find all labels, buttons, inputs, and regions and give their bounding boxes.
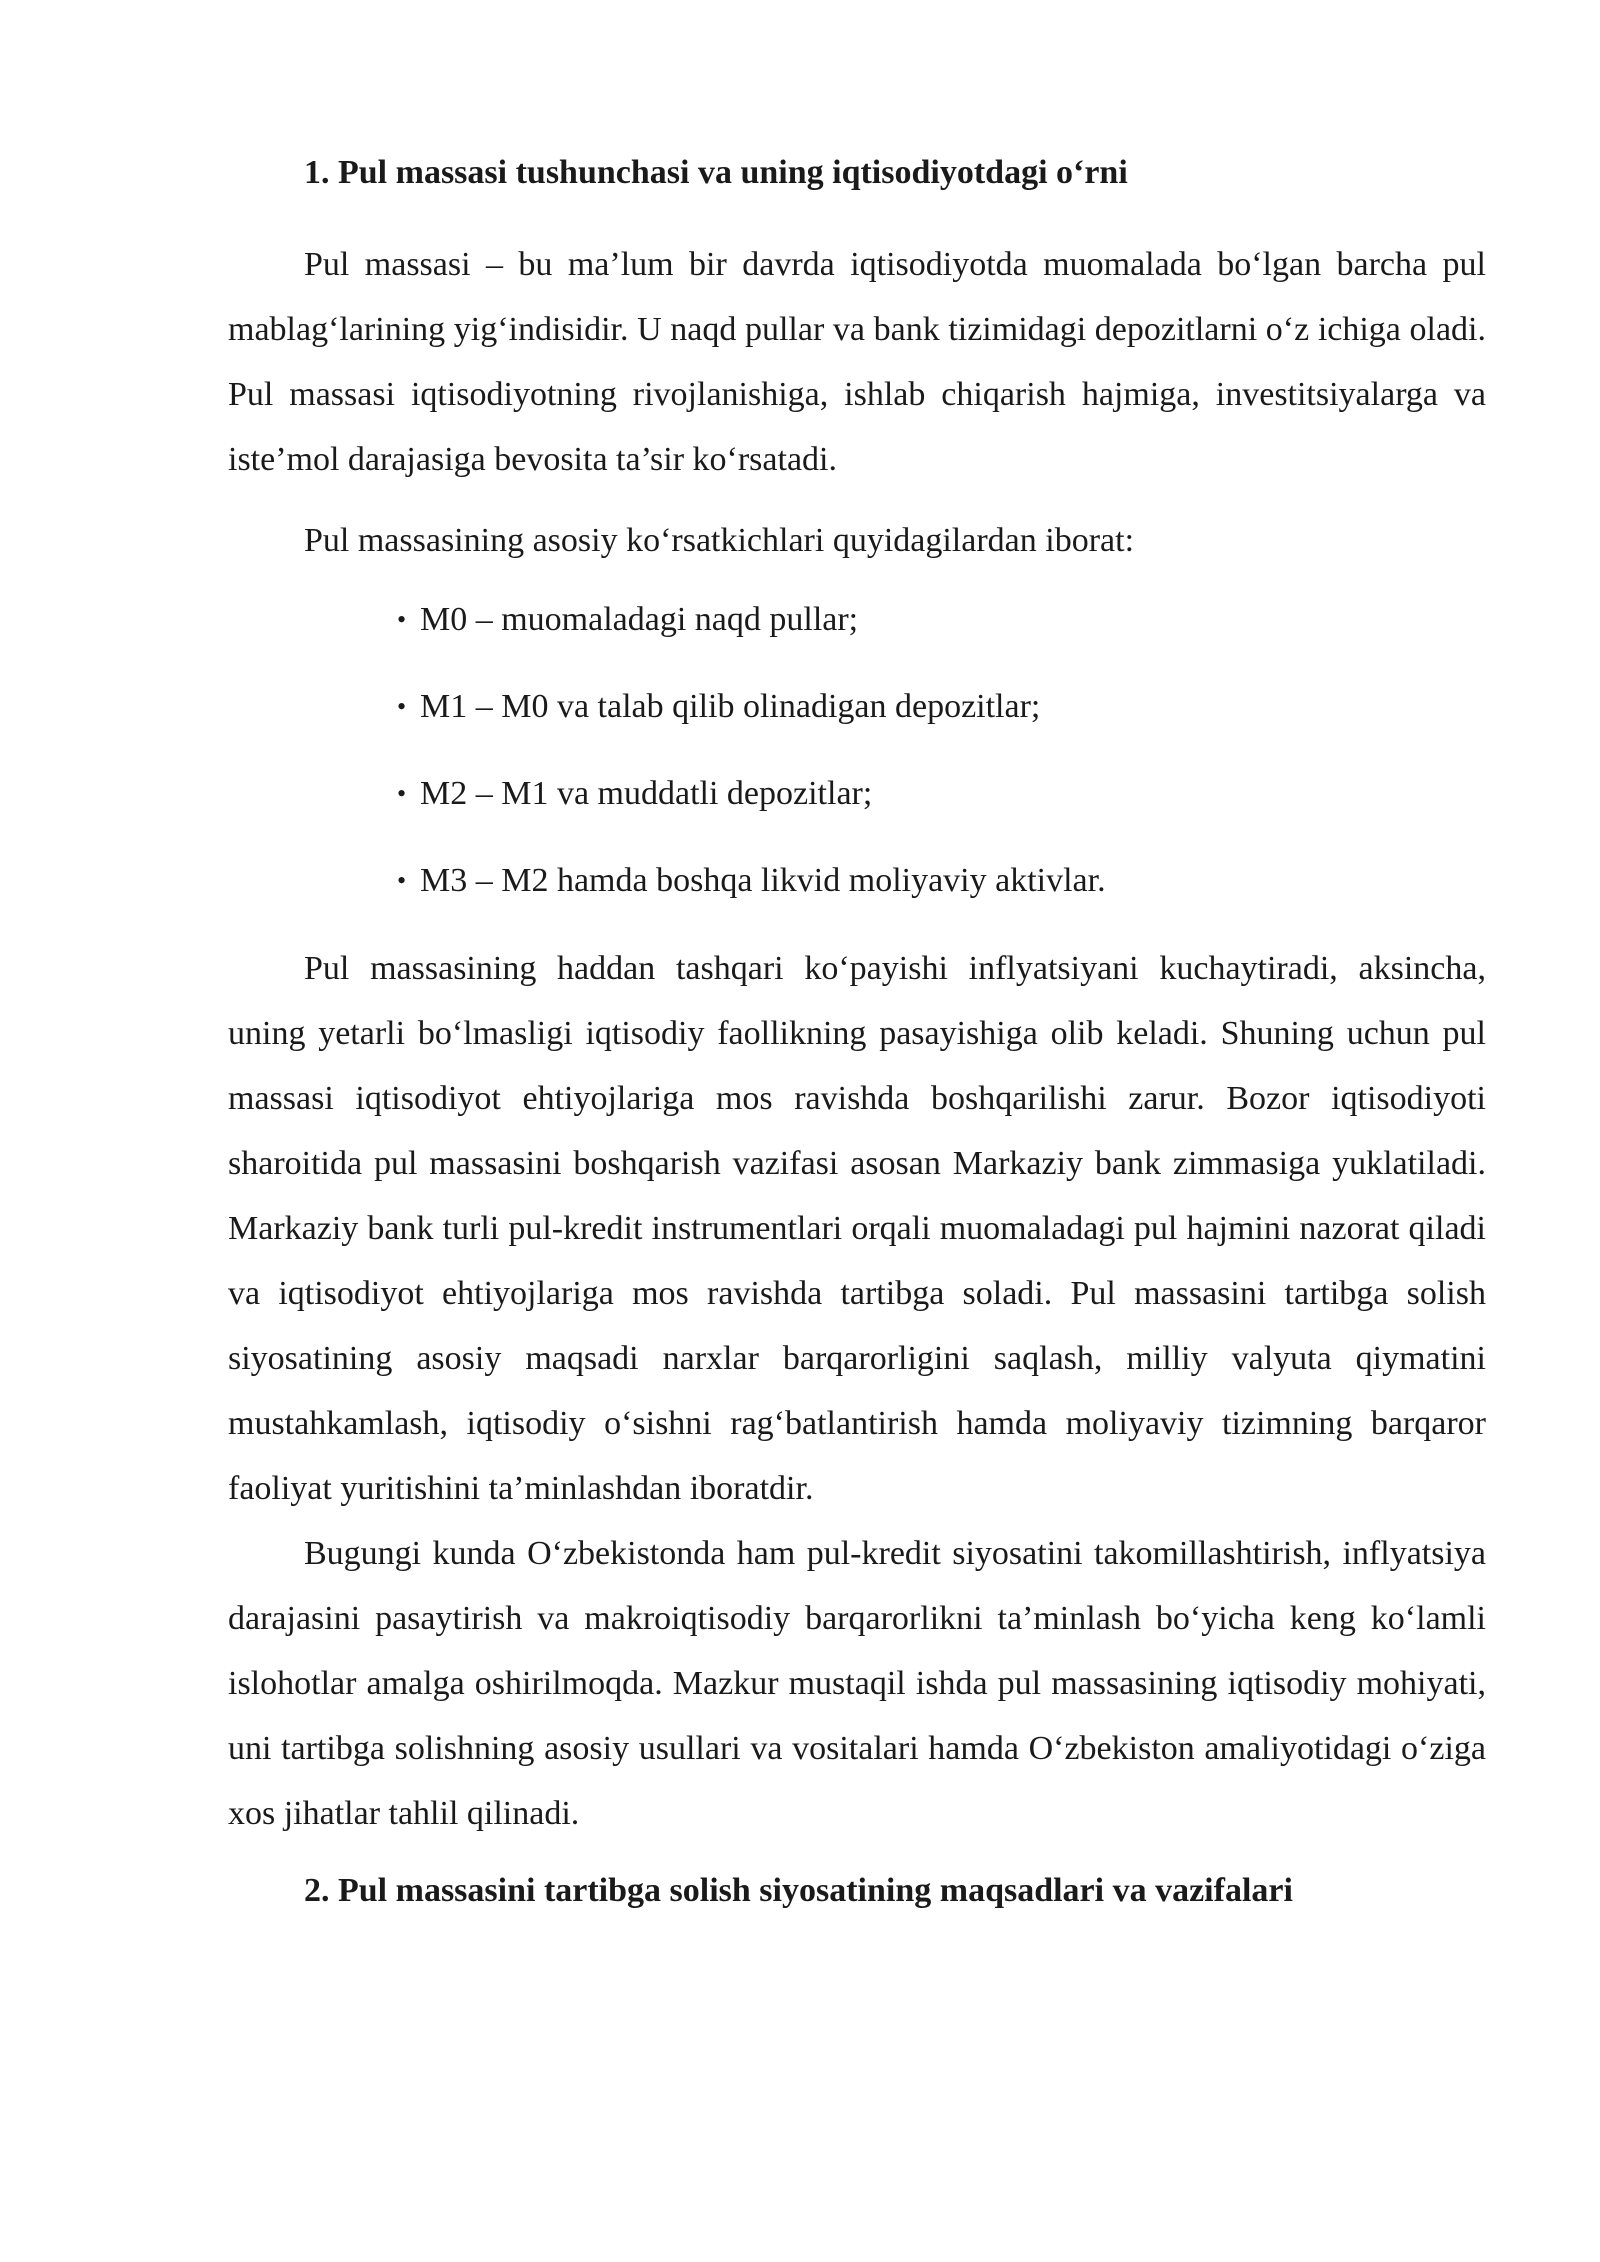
list-item-text: M3 – M2 hamda boshqa likvid moliyaviy aktivlar. bbox=[420, 862, 1106, 899]
section1-paragraph-1: Pul massasi – bu ma’lum bir davrda iqtisodiyotda muomalada bo‘lgan barcha pul mablag‘larining yig‘indisidir. U naqd pullar va bank tizimidagi depozitlarni o‘z ichiga oladi. Pul massasi iqtisodiyotning rivojlanishiga, ishlab chiqarish hajmiga, investitsiyalarga va iste’mol darajasiga bevosita ta’sir ko‘rsatadi. bbox=[228, 246, 1486, 478]
list-item-text: M2 – M1 va muddatli depozitlar; bbox=[420, 775, 873, 812]
list-item-text: M0 – muomaladagi naqd pullar; bbox=[420, 601, 859, 638]
money-aggregates-list bbox=[228, 595, 1486, 906]
section1-heading: 1. Pul massasi tushunchasi va uning iqtisodiyotdagi o‘rni bbox=[304, 154, 1128, 191]
list-item-m0 bbox=[228, 595, 1486, 645]
section2-heading: 2. Pul massasini tartibga solish siyosatining maqsadlari va vazifalari bbox=[304, 1872, 1293, 1909]
list-item-m3 bbox=[228, 856, 1486, 906]
section1-paragraph-4: Bugungi kunda O‘zbekistonda ham pul-kredit siyosatini takomillashtirish, inflyatsiya darajasini pasaytirish va makroiqtisodiy barqarorlikni ta’minlash bo‘yicha keng ko‘lamli islohotlar amalga oshirilmoqda. Mazkur mustaqil ishda pul massasining iqtisodiy mohiyati, uni tartibga solishning asosiy usullari va vositalari hamda O‘zbekiston amaliyotidagi o‘ziga xos jihatlar tahlil qilinadi. bbox=[228, 1535, 1486, 1832]
bullet-icon: • bbox=[397, 866, 407, 895]
bullet-icon: • bbox=[397, 605, 407, 634]
list-item-m2 bbox=[228, 769, 1486, 819]
bullet-icon: • bbox=[397, 779, 407, 808]
list-item-m1 bbox=[228, 682, 1486, 732]
document-page bbox=[228, 148, 1486, 1916]
section1-paragraph-2: Pul massasining asosiy ko‘rsatkichlari quyidagilardan iborat: bbox=[304, 522, 1135, 559]
section1-paragraph-3: Pul massasining haddan tashqari ko‘payishi inflyatsiyani kuchaytiradi, aksincha, uning yetarli bo‘lmasligi iqtisodiy faollikning pasayishiga olib keladi. Shuning uchun pul massasi iqtisodiyot ehtiyojlariga mos ravishda boshqarilishi zarur. Bozor iqtisodiyoti sharoitida pul massasini boshqarish vazifasi asosan Markaziy bank zimmasiga yuklatiladi. Markaziy bank turli pul-kredit instrumentlari orqali muomaladagi pul hajmini nazorat qiladi va iqtisodiyot ehtiyojlariga mos ravishda tartibga soladi. Pul massasini tartibga solish siyosatining asosiy maqsadi narxlar barqarorligini saqlash, milliy valyuta qiymatini mustahkamlash, iqtisodiy o‘sishni rag‘batlantirish hamda moliyaviy tizimning barqaror faoliyat yuritishini ta’minlashdan iboratdir. bbox=[228, 950, 1486, 1507]
bullet-icon: • bbox=[397, 692, 407, 721]
list-item-text: M1 – M0 va talab qilib olinadigan depozitlar; bbox=[420, 688, 1041, 725]
